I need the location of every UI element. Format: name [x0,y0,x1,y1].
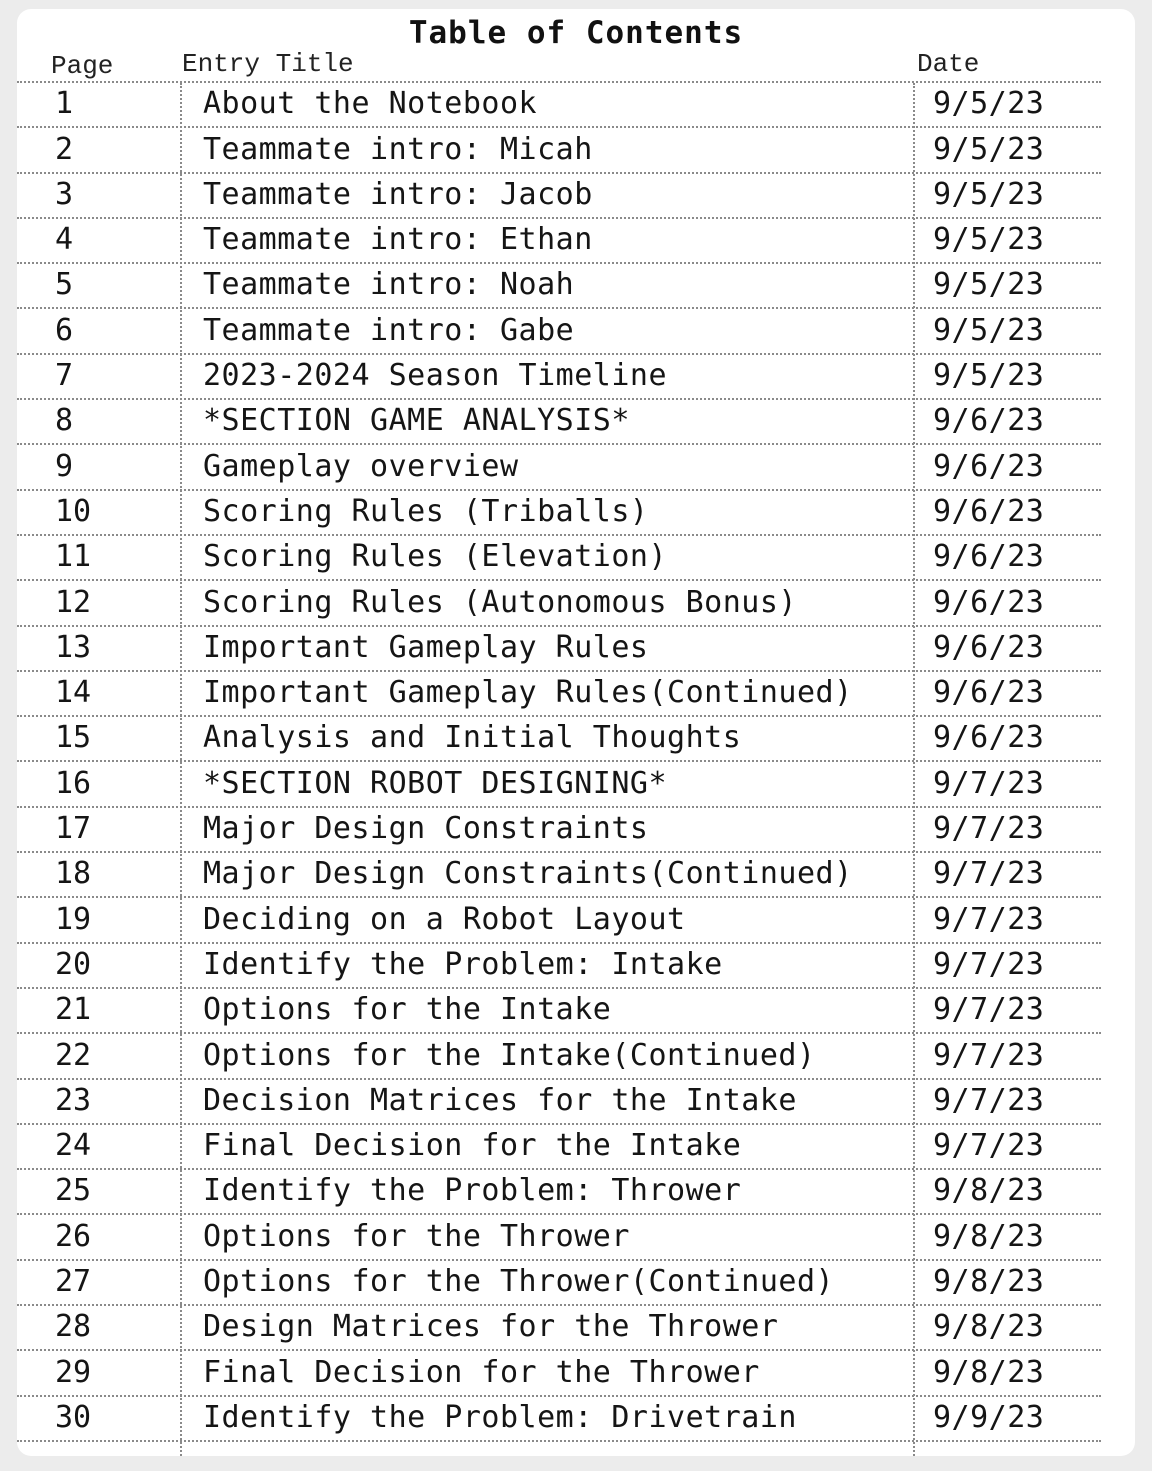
toc-row [17,717,1101,762]
toc-row [17,808,1101,853]
entry-date: 9/5/23 [933,131,1045,167]
entry-title: Decision Matrices for the Intake [203,1082,797,1118]
entry-page-number: 26 [55,1218,92,1254]
toc-row [17,1125,1101,1170]
entry-title: Analysis and Initial Thoughts [203,720,742,756]
entry-title: Options for the Thrower(Continued) [203,1264,835,1300]
entry-page-number: 18 [55,856,92,892]
entry-date: 9/7/23 [933,856,1045,892]
entry-page-number: 10 [55,493,92,529]
entry-date: 9/6/23 [933,675,1045,711]
entry-page-number: 8 [55,403,74,439]
entry-title: Important Gameplay Rules [203,629,649,665]
toc-row [17,310,1101,355]
entry-date: 9/7/23 [933,1082,1045,1118]
entry-title: *SECTION ROBOT DESIGNING* [203,765,668,801]
toc-row [17,989,1101,1034]
toc-row [17,264,1101,309]
entry-page-number: 13 [55,629,92,665]
entry-date: 9/7/23 [933,946,1045,982]
toc-row [17,1351,1101,1396]
entry-page-number: 28 [55,1309,92,1345]
toc-row [17,627,1101,672]
toc-row [17,1216,1101,1261]
entry-page-number: 6 [55,312,74,348]
entry-date: 9/5/23 [933,267,1045,303]
entry-page-number: 14 [55,675,92,711]
entry-title: 2023-2024 Season Timeline [203,358,668,394]
entry-page-number: 30 [55,1399,92,1435]
toc-row [17,491,1101,536]
entry-title: Final Decision for the Thrower [203,1354,760,1390]
toc-row [17,445,1101,490]
entry-title: Identify the Problem: Intake [203,946,723,982]
entry-title: Major Design Constraints [203,811,649,847]
entry-title: Options for the Intake(Continued) [203,1037,816,1073]
entry-title: Options for the Thrower [203,1218,630,1254]
entry-date: 9/8/23 [933,1173,1045,1209]
entry-title: Identify the Problem: Thrower [203,1173,742,1209]
entry-date: 9/5/23 [933,222,1045,258]
toc-row [17,1034,1101,1079]
entry-title: Scoring Rules (Triballs) [203,493,649,529]
entry-title-column-header: Entry Title [182,49,354,79]
toc-row [17,174,1101,219]
entry-title: Important Gameplay Rules(Continued) [203,675,853,711]
entry-title: Scoring Rules (Autonomous Bonus) [203,584,797,620]
entry-title: Major Design Constraints(Continued) [203,856,853,892]
entry-date: 9/6/23 [933,584,1045,620]
toc-row [17,1397,1101,1442]
entry-title: Options for the Intake [203,992,612,1028]
entry-page-number: 22 [55,1037,92,1073]
toc-row [17,1170,1101,1215]
entry-date: 9/7/23 [933,901,1045,937]
entry-date: 9/8/23 [933,1354,1045,1390]
entry-page-number: 3 [55,176,74,212]
entry-page-number: 17 [55,811,92,847]
entry-title: Teammate intro: Ethan [203,222,593,258]
entry-title: Scoring Rules (Elevation) [203,539,668,575]
entry-date: 9/8/23 [933,1218,1045,1254]
entry-date: 9/5/23 [933,176,1045,212]
toc-row [17,763,1101,808]
toc-row [17,536,1101,581]
entry-title: About the Notebook [203,86,538,122]
entry-date: 9/7/23 [933,992,1045,1028]
entry-date: 9/6/23 [933,493,1045,529]
entry-title: Gameplay overview [203,448,519,484]
entry-page-number: 23 [55,1082,92,1118]
entry-page-number: 1 [55,86,74,122]
entry-page-number: 25 [55,1173,92,1209]
toc-row [17,83,1101,128]
entry-page-number: 11 [55,539,92,575]
entry-page-number: 5 [55,267,74,303]
entry-page-number: 2 [55,131,74,167]
entry-page-number: 7 [55,358,74,394]
entry-date: 9/7/23 [933,811,1045,847]
toc-row [17,128,1101,173]
entry-date: 9/5/23 [933,86,1045,122]
toc-row [17,581,1101,626]
entry-title: Teammate intro: Jacob [203,176,593,212]
toc-row [17,853,1101,898]
toc-row [17,400,1101,445]
entry-date: 9/6/23 [933,629,1045,665]
page-title: Table of Contents [408,15,744,51]
toc-row [17,1261,1101,1306]
toc-row [17,1080,1101,1125]
entry-page-number: 12 [55,584,92,620]
toc-row [17,355,1101,400]
entry-date: 9/7/23 [933,765,1045,801]
toc-row [17,672,1101,717]
toc-row [17,898,1101,943]
entry-page-number: 9 [55,448,74,484]
entry-page-number: 20 [55,946,92,982]
entry-title: Design Matrices for the Thrower [203,1309,779,1345]
entry-title: Final Decision for the Intake [203,1128,742,1164]
entry-title: Identify the Problem: Drivetrain [203,1399,797,1435]
entry-date: 9/6/23 [933,720,1045,756]
page-column-header: Page [51,51,114,81]
notebook-page [17,9,1135,1456]
entry-page-number: 24 [55,1128,92,1164]
entry-page-number: 16 [55,765,92,801]
entry-page-number: 19 [55,901,92,937]
toc-row [17,1306,1101,1351]
entry-page-number: 27 [55,1264,92,1300]
entry-date: 9/8/23 [933,1309,1045,1345]
entry-date: 9/5/23 [933,312,1045,348]
entry-date: 9/9/23 [933,1399,1045,1435]
header-row [17,47,1101,83]
entry-date: 9/7/23 [933,1128,1045,1164]
entry-title: Teammate intro: Noah [203,267,575,303]
entry-date: 9/5/23 [933,358,1045,394]
entry-title: Teammate intro: Micah [203,131,593,167]
entry-title: Teammate intro: Gabe [203,312,575,348]
entry-date: 9/6/23 [933,448,1045,484]
entry-page-number: 29 [55,1354,92,1390]
entry-page-number: 15 [55,720,92,756]
entry-date: 9/8/23 [933,1264,1045,1300]
entry-page-number: 4 [55,222,74,258]
toc-row [17,944,1101,989]
toc-row [17,219,1101,264]
entry-date: 9/6/23 [933,403,1045,439]
entry-page-number: 21 [55,992,92,1028]
entry-date: 9/7/23 [933,1037,1045,1073]
date-column-header: Date [917,49,980,79]
entry-title: *SECTION GAME ANALYSIS* [203,403,630,439]
entry-title: Deciding on a Robot Layout [203,901,686,937]
entry-date: 9/6/23 [933,539,1045,575]
